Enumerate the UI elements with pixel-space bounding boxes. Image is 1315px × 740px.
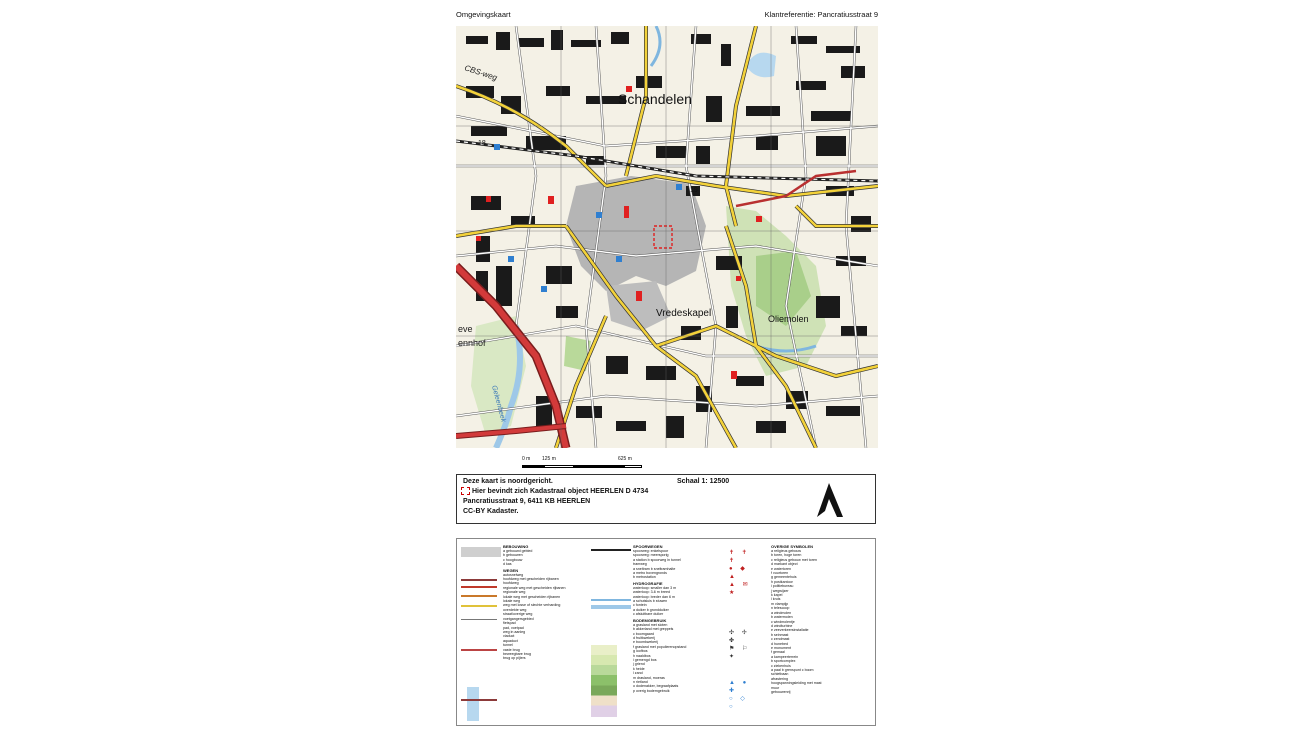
legend-item: b metrostation bbox=[633, 575, 656, 580]
north-arrow-icon bbox=[813, 479, 847, 521]
scale-segment-4 bbox=[624, 465, 642, 468]
legend-item: h postkantoor bbox=[771, 579, 793, 584]
legend-item: pad, voetpad bbox=[503, 625, 524, 630]
legend-item: a schutsluis b stuwen bbox=[633, 599, 668, 604]
legend-item: a sneltram b sneltramhalte bbox=[633, 566, 676, 571]
legend-item: a station b spoorweg in tunnel bbox=[633, 557, 681, 562]
scale-bar bbox=[522, 456, 642, 472]
legend-symbol-viaduct bbox=[461, 649, 497, 651]
legend-symbol-waterloop-breed bbox=[591, 605, 631, 609]
legend-item: e monument bbox=[771, 645, 791, 650]
legend-item: b toren, hoge toren bbox=[771, 553, 802, 558]
legend-item: e zeeverkeersinstallatie bbox=[771, 628, 809, 633]
legend-item: a grasland met sloten bbox=[633, 622, 668, 627]
legend-item: waterloop: smaller dan 3 m bbox=[633, 585, 677, 590]
legend-item: k heide bbox=[633, 666, 645, 671]
legend-item: i politiebureau bbox=[771, 584, 794, 589]
label-cbs-weg: CBS-weg bbox=[463, 63, 499, 83]
legend-item: f grasland met populierenopstand bbox=[633, 644, 687, 649]
legend-item: waterloop: breder dan 6 m bbox=[633, 594, 675, 599]
label-road-19: 19 bbox=[690, 187, 698, 194]
legend-item: f vuurtoren bbox=[771, 571, 789, 576]
legend-item: c hoogbouw bbox=[503, 557, 523, 562]
label-ennhof: ennhof bbox=[458, 338, 486, 348]
legend-symbol-spoorweg bbox=[591, 549, 631, 551]
legend-symbols-facilities: ▲ ● ✚ ○ ◇ ○ bbox=[729, 680, 750, 710]
legend-item: b watermolen bbox=[771, 615, 793, 620]
legend-item: o dodenakker, begraafplaats bbox=[633, 684, 679, 689]
legend-item: d markant object bbox=[771, 562, 798, 567]
object-text: Hier bevindt zich Kadastraal object HEERLEN D 4734 bbox=[472, 488, 649, 495]
scale-label-0: 0 m bbox=[522, 456, 531, 462]
legend-item: hoofdweg met gescheiden rijbanen bbox=[503, 577, 559, 582]
legend-heading-hydrografie: HYDROGRAFIE bbox=[633, 580, 663, 586]
client-reference: Klantreferentie: Pancratiusstraat 9 bbox=[764, 10, 878, 19]
legend-item: schietbaan bbox=[771, 672, 789, 677]
topographic-map[interactable] bbox=[456, 26, 878, 448]
label-road-18: 18 bbox=[478, 140, 486, 147]
legend-heading-overige: OVERIGE SYMBOLEN bbox=[771, 544, 814, 549]
legend-item: voetgangersgebied bbox=[503, 616, 534, 621]
legend-item: a kampeerterrein bbox=[771, 654, 799, 659]
legend-item: hoogspanningsleiding met mast bbox=[771, 681, 822, 686]
legend-item: g gemeentehuis bbox=[771, 575, 797, 580]
legend-item: e watertoren bbox=[771, 566, 791, 571]
legend-item: afrastering bbox=[771, 676, 788, 681]
legend-item: d hunebed bbox=[771, 641, 788, 646]
legend-item: lokale weg met gescheiden rijbanen bbox=[503, 594, 561, 599]
legend-item: c boomgaard bbox=[633, 631, 654, 636]
legend-item: muur bbox=[771, 685, 780, 690]
legend-heading-bodemgebruik: BODEMGEBRUIK bbox=[633, 617, 667, 623]
legend-item: f gemaal bbox=[771, 650, 785, 655]
legend-heading-spoorwegen: SPOORWEGEN bbox=[633, 544, 663, 549]
map-canvas bbox=[456, 26, 878, 448]
map-title: Omgevingskaart bbox=[456, 10, 511, 19]
legend-symbol-autosnelweg bbox=[461, 579, 497, 581]
legend-item: e boomkwekerij bbox=[633, 640, 658, 645]
legend-column-2 bbox=[633, 543, 723, 693]
scale-segment-1 bbox=[522, 465, 544, 468]
legend-item: overdekte weg bbox=[503, 607, 527, 612]
legend-item: a religieus gebouw bbox=[771, 549, 801, 553]
legend-item: l zand bbox=[633, 671, 643, 676]
legend-item: spoorweg: meersporig bbox=[633, 553, 669, 558]
label-vredeskapel: Vredeskapel bbox=[656, 308, 712, 319]
legend-symbol-bebouwing bbox=[461, 547, 501, 557]
legend-item: a metro bovengronds bbox=[633, 571, 667, 576]
label-geleenbeek: Geleenbeek bbox=[490, 384, 507, 423]
map-info-box bbox=[456, 474, 876, 524]
legend-item: beweegbare brug bbox=[503, 651, 531, 656]
legend-symbol-aquaduct bbox=[467, 687, 479, 721]
legend-symbols-religious: ✝ ✝ ✝ ● ◆ ▲ ▲ ✉ ★ bbox=[729, 550, 751, 596]
legend-item: gebouwenrij bbox=[771, 690, 791, 694]
scale-segment-2 bbox=[544, 465, 574, 468]
legend-item: i gemengd bos bbox=[633, 657, 657, 662]
legend-item: fietspad bbox=[503, 621, 516, 626]
legend-symbol-lokale-weg bbox=[461, 605, 497, 607]
label-oliemolen: Oliemolen bbox=[768, 314, 809, 324]
legend-item: c fontein bbox=[633, 603, 647, 608]
legend-item: d windturbine bbox=[771, 623, 793, 628]
legend-symbol-hoofdweg bbox=[461, 586, 497, 588]
scale-segment-3 bbox=[574, 465, 624, 468]
legend-item: a duiker b grondduiker bbox=[633, 607, 669, 612]
legend-item: b gebouwen bbox=[503, 553, 523, 558]
legend-item: viaduct bbox=[503, 634, 515, 639]
legend-item: c zendmast bbox=[771, 637, 790, 642]
legend-symbol-regionale-weg bbox=[461, 595, 497, 597]
legend-item: straat/overige weg bbox=[503, 612, 533, 617]
legend-item: b seinmast bbox=[771, 632, 789, 637]
legend-item: a gebouwd gebied bbox=[503, 549, 533, 553]
legend-item: autosnelweg bbox=[503, 572, 524, 577]
scale-text: Schaal 1: 12500 bbox=[677, 478, 730, 485]
license-text: CC-BY Kadaster. bbox=[463, 508, 519, 515]
parcel-marker-icon bbox=[461, 487, 470, 495]
legend-column-3 bbox=[771, 543, 871, 694]
legend-item: regionale weg bbox=[503, 590, 526, 595]
legend-item: p overig bodemgebruik bbox=[633, 688, 670, 693]
legend-heading-bebouwing: BEBOUWING bbox=[503, 544, 529, 549]
legend-item: waterloop: 3-6 m breed bbox=[633, 590, 670, 595]
legend-symbols-mills: ✣ ✢ ✤ ⚑ ⚐ ✦ bbox=[729, 630, 751, 660]
legend-symbol-bodemgebruik bbox=[591, 645, 617, 717]
legend-item: aquaduct bbox=[503, 638, 518, 643]
map-legend bbox=[456, 538, 876, 726]
legend-item: h naaldbos bbox=[633, 653, 651, 658]
legend-item: j griend bbox=[633, 662, 645, 667]
legend-item: tramweg bbox=[633, 562, 647, 567]
north-text: Deze kaart is noordgericht. bbox=[463, 478, 553, 485]
legend-item: d kas bbox=[503, 562, 512, 567]
legend-heading-wegen: WEGEN bbox=[503, 567, 519, 573]
scale-label-end: 625 m bbox=[618, 456, 632, 462]
label-eve: eve bbox=[458, 324, 473, 334]
legend-item: j wegwijzer bbox=[771, 588, 789, 593]
legend-item: m drasland, moeras bbox=[633, 675, 665, 680]
legend-item: c afsluitbare duiker bbox=[633, 612, 664, 617]
legend-item: brug op pijlers bbox=[503, 656, 526, 661]
legend-item: b akkerland met greppels bbox=[633, 627, 674, 632]
legend-symbol-straat bbox=[461, 619, 497, 620]
legend-item: vaste brug bbox=[503, 647, 520, 652]
legend-item: k kapel bbox=[771, 593, 783, 598]
legend-item: spoorweg: enkelspoor bbox=[633, 549, 669, 553]
legend-item: n rietland bbox=[633, 679, 648, 684]
legend-symbol-waterloop bbox=[591, 599, 631, 601]
label-schandelen: Schandelen bbox=[618, 91, 692, 107]
legend-item: hoofdweg bbox=[503, 581, 519, 586]
legend-item: c religieus gebouw met toren bbox=[771, 557, 817, 562]
legend-symbol-brug bbox=[461, 699, 497, 701]
legend-item: weg in aanleg bbox=[503, 629, 526, 634]
legend-item: d fruitkwekerij bbox=[633, 635, 655, 640]
legend-item: a paal b grenspunt c boom bbox=[771, 667, 814, 672]
legend-item: c windmolentje bbox=[771, 619, 795, 624]
legend-item: tunnel bbox=[503, 643, 513, 648]
legend-item: n telescoop bbox=[771, 606, 790, 611]
legend-item: c ziekenhuis bbox=[771, 663, 791, 668]
legend-item: b sportcomplex bbox=[771, 659, 796, 664]
legend-item: m vlampijp bbox=[771, 601, 789, 606]
address-text: Pancratiusstraat 9, 6411 KB HEERLEN bbox=[463, 498, 591, 505]
legend-item: a windmolen bbox=[771, 610, 792, 615]
legend-column-1 bbox=[503, 543, 587, 661]
legend-item: lokale weg bbox=[503, 599, 520, 604]
legend-item: regionale weg met gescheiden rijbanen bbox=[503, 585, 566, 590]
legend-item: g loofbos bbox=[633, 649, 648, 654]
scale-label-mid: 125 m bbox=[542, 456, 556, 462]
legend-item: weg met losse of slechte verharding bbox=[503, 603, 561, 608]
legend-item: l kruis bbox=[771, 597, 781, 602]
